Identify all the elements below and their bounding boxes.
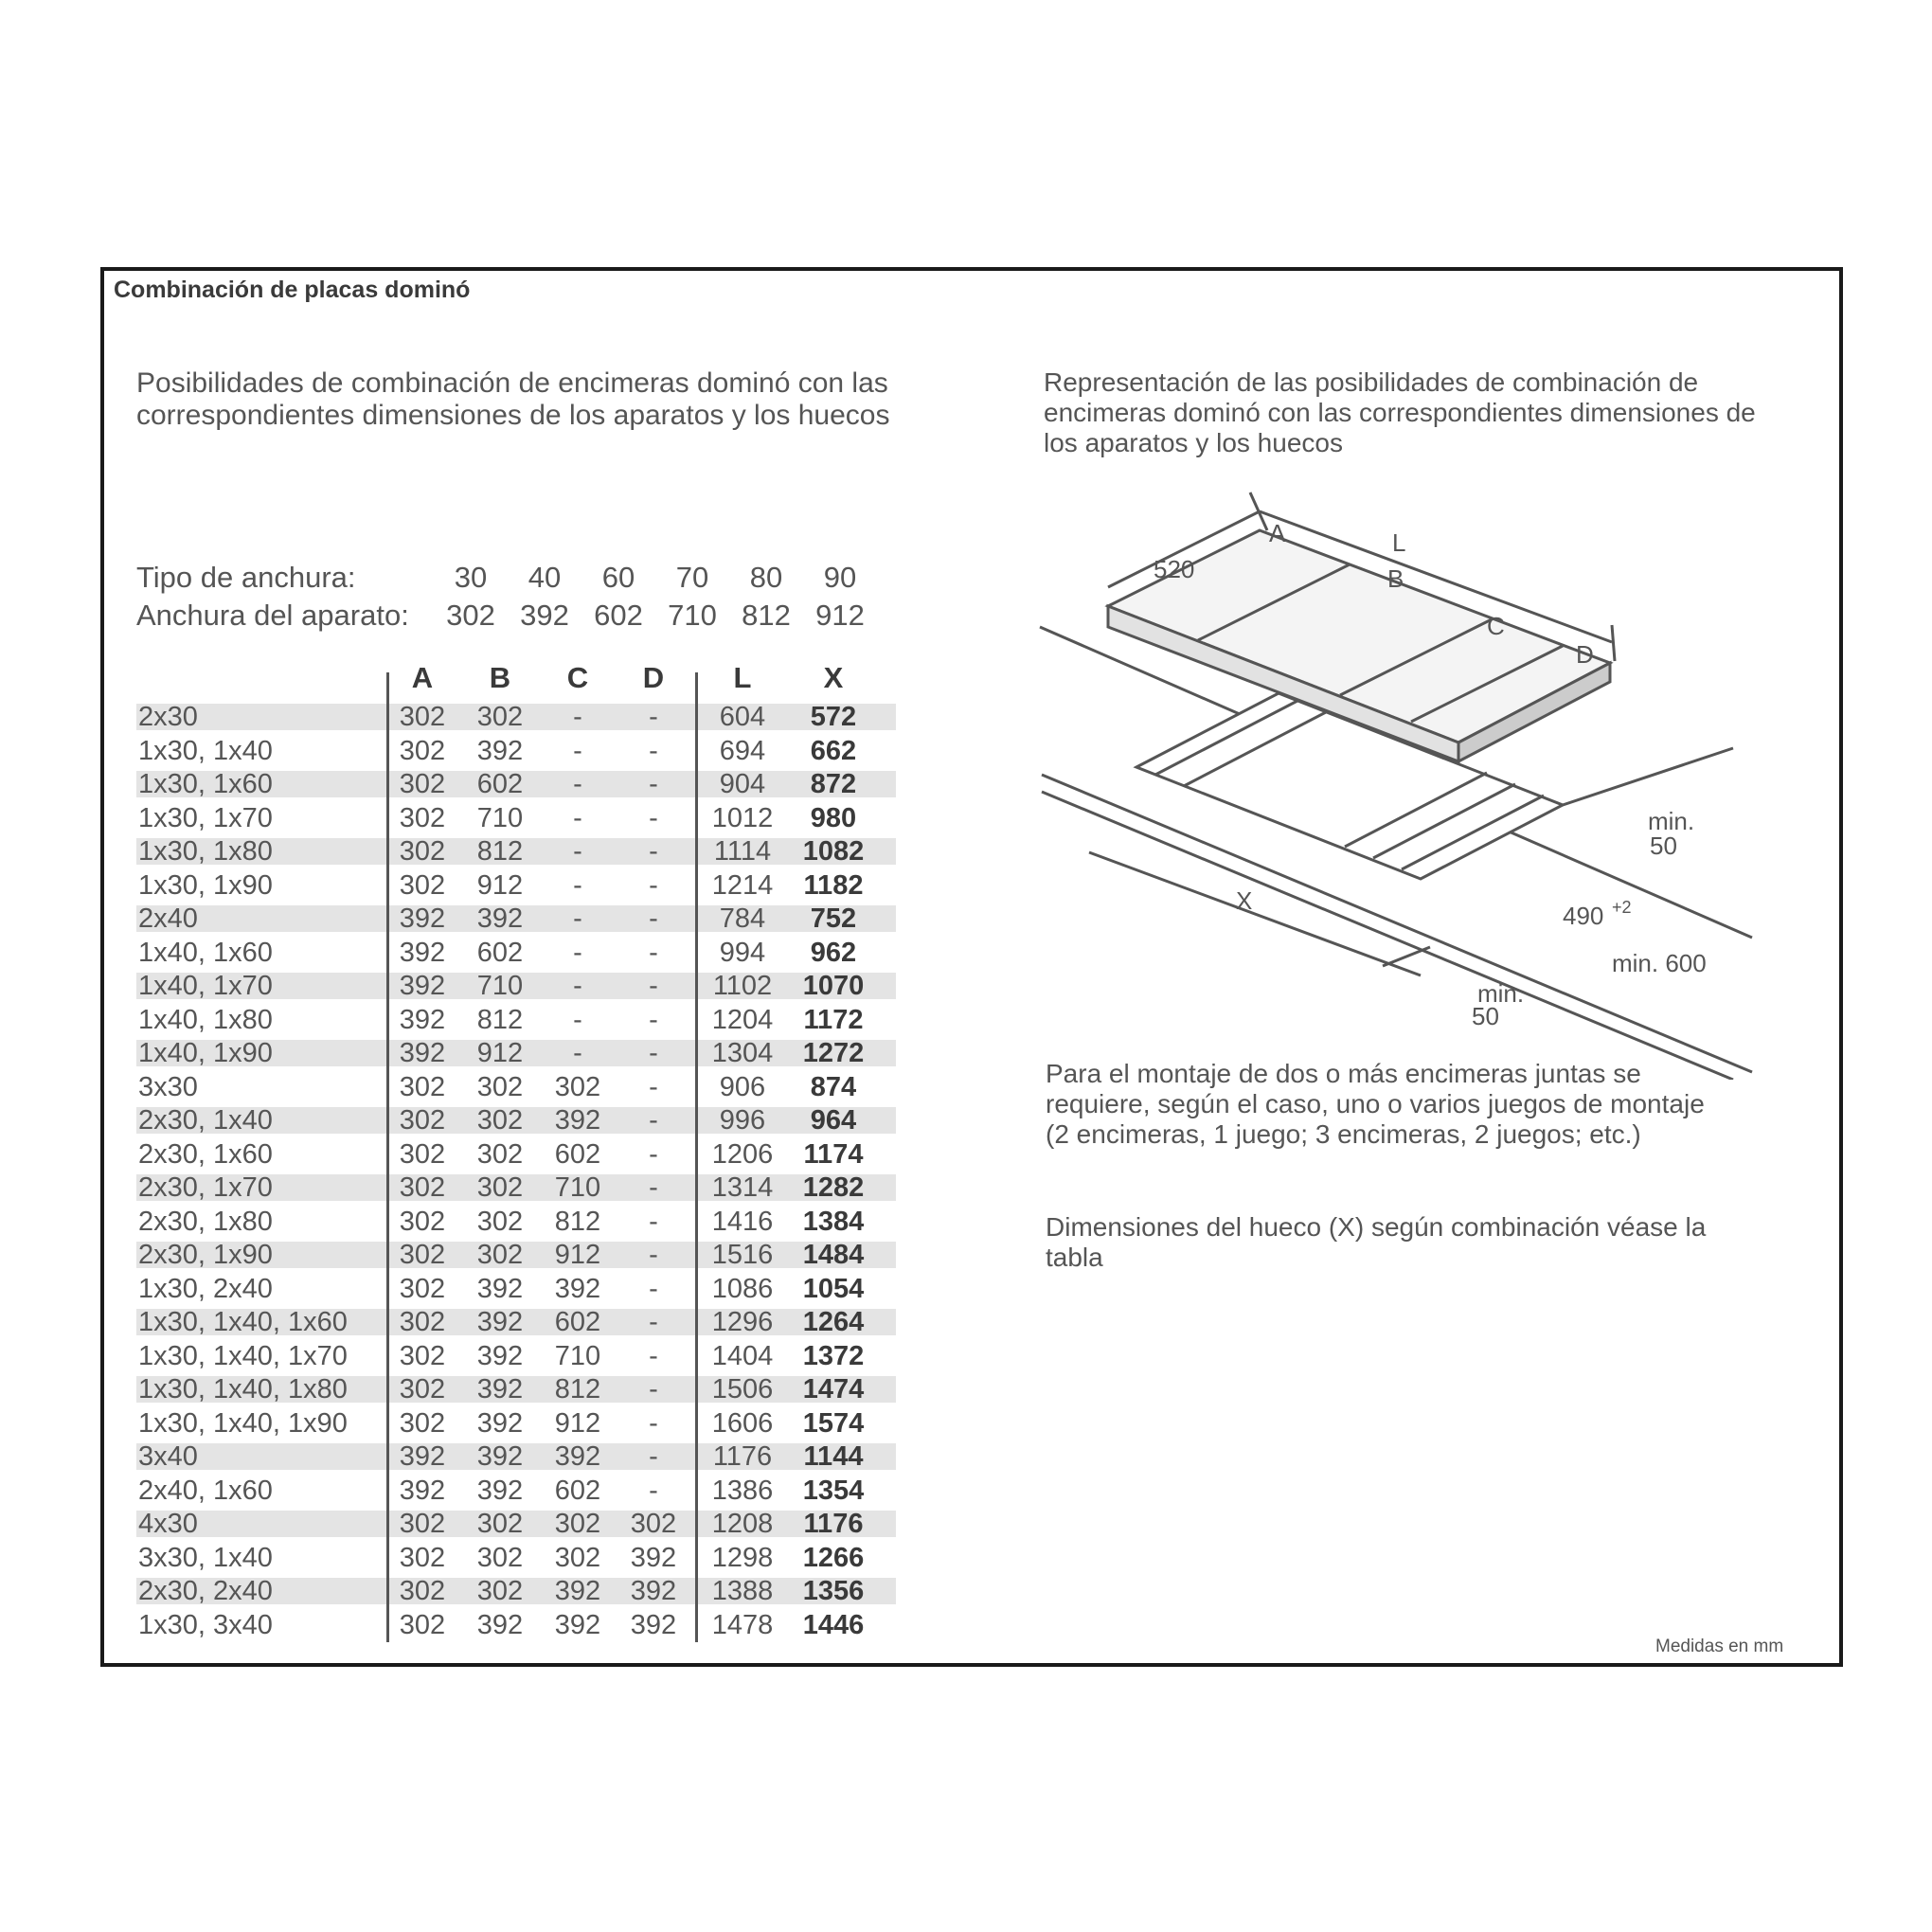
cell-l: 1314 (711, 1172, 774, 1203)
cell-x: 1176 (803, 1509, 864, 1539)
cell-c: 912 (554, 1407, 601, 1439)
cell-x: 572 (810, 702, 857, 732)
combination-cell: 1x30, 1x40, 1x90 (138, 1407, 348, 1439)
combination-cell: 3x30 (138, 1071, 198, 1102)
cell-d: - (649, 1374, 658, 1404)
cell-b: 392 (476, 735, 524, 766)
cell-b: 302 (476, 1576, 524, 1606)
cell-b: 302 (476, 1206, 524, 1237)
cell-x: 980 (810, 802, 857, 833)
cell-a: 302 (399, 1105, 446, 1136)
cell-x: 1384 (802, 1206, 865, 1237)
combination-cell: 4x30 (138, 1509, 198, 1539)
width-type-value: 60 (601, 561, 635, 594)
cell-x: 1182 (803, 869, 864, 901)
cell-l: 906 (719, 1071, 766, 1102)
cutout-depth-label: 490 (1563, 902, 1604, 930)
cell-x: 1484 (802, 1240, 865, 1270)
cell-c: 302 (554, 1542, 601, 1573)
cell-b: 392 (476, 1441, 524, 1472)
cell-x: 1082 (802, 836, 865, 867)
cell-d: - (649, 1071, 658, 1102)
page-title: Combinación de placas dominó (114, 277, 471, 303)
cell-x: 1174 (803, 1138, 864, 1170)
cell-x: 1356 (802, 1576, 865, 1606)
cell-d: - (649, 802, 658, 833)
cell-l: 694 (719, 735, 766, 766)
cell-l: 1086 (711, 1273, 774, 1304)
cell-l: 1208 (711, 1509, 774, 1539)
device-width-value: 812 (742, 599, 791, 632)
combination-cell: 2x40 (138, 903, 198, 934)
cell-b: 392 (476, 903, 524, 934)
cell-c: - (573, 937, 582, 968)
combination-cell: 2x30, 1x80 (138, 1206, 273, 1237)
cell-b: 912 (476, 1038, 524, 1068)
cell-b: 812 (476, 1004, 524, 1035)
cell-d: 392 (630, 1576, 677, 1606)
cell-b: 302 (476, 1509, 524, 1539)
width-type-label: Tipo de anchura: (136, 561, 356, 594)
cell-c: 302 (554, 1509, 601, 1539)
cell-x: 1266 (802, 1542, 865, 1573)
cell-b: 302 (476, 1240, 524, 1270)
cell-l: 604 (719, 702, 766, 732)
cell-c: 602 (554, 1138, 601, 1170)
cell-a: 302 (399, 1509, 446, 1539)
cell-d: - (649, 1475, 658, 1506)
cell-x: 1070 (802, 971, 865, 1001)
cell-c: - (573, 1004, 582, 1035)
cell-a: 302 (399, 1138, 446, 1170)
min-value-bottom: 50 (1472, 1002, 1499, 1030)
cell-x: 962 (810, 937, 857, 968)
cell-a: 302 (399, 1340, 446, 1371)
cell-a: 302 (399, 1206, 446, 1237)
cell-l: 1506 (711, 1374, 774, 1404)
cell-b: 812 (476, 836, 524, 867)
combination-cell: 1x30, 1x70 (138, 802, 273, 833)
cell-c: - (573, 735, 582, 766)
cell-x: 1054 (802, 1273, 865, 1304)
cell-d: - (649, 702, 658, 732)
combination-cell: 2x30, 1x60 (138, 1138, 273, 1170)
cell-c: - (573, 903, 582, 934)
combination-cell: 2x40, 1x60 (138, 1475, 273, 1506)
combination-cell: 2x30 (138, 702, 198, 732)
cell-a: 392 (399, 1475, 446, 1506)
cell-b: 392 (476, 1475, 524, 1506)
combination-cell: 2x30, 2x40 (138, 1576, 273, 1606)
cell-a: 392 (399, 1441, 446, 1472)
cell-l: 784 (719, 903, 766, 934)
cell-a: 392 (399, 903, 446, 934)
combination-cell: 3x40 (138, 1441, 198, 1472)
cell-x: 1272 (802, 1038, 865, 1068)
cell-d: - (649, 1105, 658, 1136)
cell-l: 1304 (711, 1038, 774, 1068)
min-value-top: 50 (1650, 832, 1677, 860)
cell-l: 1298 (711, 1542, 774, 1573)
cell-a: 302 (399, 1374, 446, 1404)
column-header-d: D (642, 661, 665, 694)
combination-cell: 1x40, 1x90 (138, 1038, 273, 1068)
column-header-b: B (489, 661, 511, 694)
depth-label: 520 (1154, 555, 1195, 583)
cell-a: 302 (399, 1576, 446, 1606)
min-600-label: min. 600 (1612, 949, 1707, 977)
cell-a: 302 (399, 735, 446, 766)
cell-l: 1102 (712, 971, 773, 1001)
cell-l: 1606 (711, 1407, 774, 1439)
cell-b: 302 (476, 1542, 524, 1573)
cell-l: 1386 (711, 1475, 774, 1506)
min-label-bottom: min. (1477, 979, 1525, 1008)
table-divider (386, 672, 389, 1642)
cell-c: - (573, 769, 582, 799)
cell-a: 392 (399, 971, 446, 1001)
device-width-value: 392 (520, 599, 569, 632)
cell-d: - (649, 869, 658, 901)
cell-b: 710 (476, 971, 524, 1001)
combination-cell: 1x30, 1x60 (138, 769, 273, 799)
cell-a: 302 (399, 802, 446, 833)
cell-x: 1172 (803, 1004, 864, 1035)
width-type-value: 80 (749, 561, 783, 594)
combination-cell: 1x40, 1x60 (138, 937, 273, 968)
cell-d: - (649, 836, 658, 867)
cell-x: 1446 (802, 1609, 865, 1640)
combination-cell: 1x40, 1x80 (138, 1004, 273, 1035)
cell-a: 392 (399, 1038, 446, 1068)
cell-l: 904 (719, 769, 766, 799)
dim-b-label: B (1387, 564, 1404, 593)
cell-d: - (649, 937, 658, 968)
cell-d: - (649, 1038, 658, 1068)
cell-b: 392 (476, 1273, 524, 1304)
cell-c: 602 (554, 1475, 601, 1506)
cell-a: 302 (399, 1071, 446, 1102)
cell-l: 996 (719, 1105, 766, 1136)
cell-c: 392 (554, 1273, 601, 1304)
cell-d: 392 (630, 1609, 677, 1640)
cell-d: - (649, 971, 658, 1001)
diagram-intro-text: Representación de las posibilidades de combinación de encimeras dominó con las correspondientes dimensiones de los aparatos y los huecos (1044, 367, 1756, 457)
cell-b: 602 (476, 769, 524, 799)
cell-l: 1204 (711, 1004, 774, 1035)
width-type-value: 30 (454, 561, 488, 594)
dim-x-label: X (1236, 886, 1253, 915)
column-header-l: L (733, 661, 752, 694)
mounting-note: Para el montaje de dos o más encimeras juntas se requiere, según el caso, uno o varios juegos de montaje (2 encimeras, 1 juego; 3 encimeras, 2 juegos; etc.) (1046, 1059, 1705, 1149)
cell-x: 752 (810, 903, 857, 934)
column-header-c: C (566, 661, 589, 694)
cell-a: 302 (399, 1407, 446, 1439)
cell-d: - (649, 1407, 658, 1439)
cell-b: 302 (476, 1138, 524, 1170)
width-type-value: 90 (823, 561, 857, 594)
cell-d: - (649, 1441, 658, 1472)
cell-d: - (649, 1307, 658, 1337)
combination-cell: 3x30, 1x40 (138, 1542, 273, 1573)
cutout-depth-tolerance: +2 (1612, 898, 1632, 917)
cell-a: 302 (399, 1542, 446, 1573)
dim-l-label: L (1392, 528, 1406, 557)
cell-a: 302 (399, 702, 446, 732)
cell-a: 302 (399, 1240, 446, 1270)
cell-l: 1388 (711, 1576, 774, 1606)
cell-c: 710 (554, 1172, 601, 1203)
cell-d: - (649, 1138, 658, 1170)
column-header-a: A (411, 661, 434, 694)
cell-l: 1176 (712, 1441, 773, 1472)
cell-c: 812 (554, 1374, 601, 1404)
installation-diagram (1032, 474, 1771, 1080)
cell-d: 392 (630, 1542, 677, 1573)
cell-c: 392 (554, 1441, 601, 1472)
cell-x: 1264 (802, 1307, 865, 1337)
dim-a-label: A (1269, 519, 1286, 547)
cell-c: 812 (554, 1206, 601, 1237)
device-width-value: 302 (446, 599, 495, 632)
dim-c-label: C (1487, 612, 1505, 640)
cell-x: 1282 (802, 1172, 865, 1203)
min-label-top: min. (1648, 807, 1695, 835)
cell-b: 392 (476, 1340, 524, 1371)
combination-cell: 1x30, 1x40, 1x70 (138, 1340, 348, 1371)
combination-cell: 2x30, 1x40 (138, 1105, 273, 1136)
cell-a: 392 (399, 937, 446, 968)
cell-c: - (573, 869, 582, 901)
combination-cell: 2x30, 1x90 (138, 1240, 273, 1270)
cell-c: - (573, 1038, 582, 1068)
cell-d: - (649, 903, 658, 934)
combination-cell: 1x40, 1x70 (138, 971, 273, 1001)
cell-d: 302 (630, 1509, 677, 1539)
cell-a: 392 (399, 1004, 446, 1035)
cell-c: - (573, 802, 582, 833)
cell-a: 302 (399, 836, 446, 867)
combination-cell: 1x30, 3x40 (138, 1609, 273, 1640)
cell-x: 1474 (802, 1374, 865, 1404)
device-width-value: 710 (668, 599, 717, 632)
cell-b: 392 (476, 1407, 524, 1439)
combination-cell: 1x30, 1x40 (138, 735, 273, 766)
cell-a: 302 (399, 1609, 446, 1640)
cell-x: 872 (810, 769, 857, 799)
cell-b: 912 (476, 869, 524, 901)
cell-l: 1416 (711, 1206, 774, 1237)
cell-d: - (649, 1340, 658, 1371)
cell-l: 1404 (711, 1340, 774, 1371)
dim-d-label: D (1576, 640, 1594, 669)
cell-x: 964 (810, 1105, 857, 1136)
device-width-value: 912 (815, 599, 865, 632)
cell-b: 710 (476, 802, 524, 833)
combination-cell: 1x30, 1x40, 1x80 (138, 1374, 348, 1404)
cell-x: 874 (810, 1071, 857, 1102)
units-footer: Medidas en mm (1655, 1637, 1784, 1656)
cell-c: 392 (554, 1609, 601, 1640)
cell-l: 1478 (711, 1609, 774, 1640)
cell-a: 302 (399, 869, 446, 901)
cell-a: 302 (399, 1273, 446, 1304)
cell-a: 302 (399, 1172, 446, 1203)
cell-b: 392 (476, 1374, 524, 1404)
cell-c: - (573, 971, 582, 1001)
cell-l: 994 (719, 937, 766, 968)
cell-d: - (649, 1206, 658, 1237)
width-type-value: 70 (675, 561, 709, 594)
cell-d: - (649, 1172, 658, 1203)
cell-b: 302 (476, 1105, 524, 1136)
cell-l: 1012 (711, 802, 774, 833)
cell-l: 1516 (711, 1240, 774, 1270)
combination-cell: 1x30, 1x40, 1x60 (138, 1307, 348, 1337)
cell-d: - (649, 769, 658, 799)
cell-c: 912 (554, 1240, 601, 1270)
cell-x: 1372 (802, 1340, 865, 1371)
cell-c: 392 (554, 1105, 601, 1136)
table-intro-text: Posibilidades de combinación de encimeras dominó con las correspondientes dimensiones de los aparatos y los huecos (136, 367, 890, 431)
cell-b: 302 (476, 1172, 524, 1203)
cell-l: 1114 (713, 836, 772, 867)
column-header-x: X (823, 661, 844, 694)
cell-x: 1144 (803, 1441, 864, 1472)
combination-cell: 1x30, 2x40 (138, 1273, 273, 1304)
cutout-note: Dimensiones del hueco (X) según combinación véase la tabla (1046, 1212, 1707, 1272)
cell-c: 710 (554, 1340, 601, 1371)
cell-b: 392 (476, 1307, 524, 1337)
cell-d: - (649, 1240, 658, 1270)
cell-c: - (573, 836, 582, 867)
cell-b: 302 (476, 702, 524, 732)
cell-d: - (649, 1004, 658, 1035)
combination-cell: 2x30, 1x70 (138, 1172, 273, 1203)
cell-x: 1574 (802, 1407, 865, 1439)
cell-c: 602 (554, 1307, 601, 1337)
device-width-label: Anchura del aparato: (136, 599, 409, 632)
cell-b: 602 (476, 937, 524, 968)
cell-a: 302 (399, 769, 446, 799)
combination-cell: 1x30, 1x90 (138, 869, 273, 901)
width-type-value: 40 (528, 561, 562, 594)
cell-x: 662 (810, 735, 857, 766)
cell-c: - (573, 702, 582, 732)
cell-a: 302 (399, 1307, 446, 1337)
combination-cell: 1x30, 1x80 (138, 836, 273, 867)
cell-x: 1354 (802, 1475, 865, 1506)
cell-c: 302 (554, 1071, 601, 1102)
device-width-value: 602 (594, 599, 643, 632)
cell-d: - (649, 735, 658, 766)
table-divider (695, 672, 698, 1642)
cell-l: 1214 (711, 869, 774, 901)
cell-b: 392 (476, 1609, 524, 1640)
cell-b: 302 (476, 1071, 524, 1102)
cell-c: 392 (554, 1576, 601, 1606)
cell-l: 1206 (711, 1138, 774, 1170)
cell-d: - (649, 1273, 658, 1304)
cell-l: 1296 (711, 1307, 774, 1337)
